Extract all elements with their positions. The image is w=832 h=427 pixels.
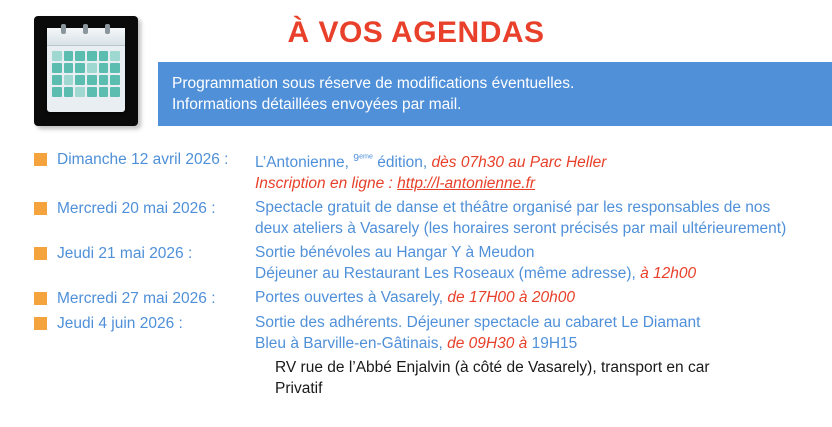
list-item — [0, 148, 832, 194]
agenda-date: Mercredi 20 mai 2026 : — [57, 200, 216, 218]
agenda-note — [275, 357, 832, 399]
notice-banner — [158, 62, 832, 126]
agenda-edition-superscript: 9ᵉᵐᵉ — [353, 152, 373, 164]
agenda-registration-link[interactable]: http://l-antonienne.fr — [397, 175, 536, 193]
notice-line-2: Informations détaillées envoyées par mail. — [172, 96, 462, 113]
agenda-highlight: à 12h00 — [640, 265, 697, 283]
agenda-date: Jeudi 4 juin 2026 : — [57, 315, 183, 333]
agenda-highlight: de 09H30 à — [447, 335, 528, 353]
agenda-line-1: Sortie des adhérents. Déjeuner spectacle au cabaret Le Diamant — [255, 314, 701, 332]
agenda-note-line-2: Privatif — [275, 380, 323, 398]
calendar-grid — [47, 46, 125, 102]
agenda-date: Jeudi 21 mai 2026 : — [57, 245, 193, 263]
bullet-icon — [34, 202, 47, 215]
agenda-highlight: de 17H00 à 20h00 — [447, 289, 575, 307]
agenda-date: Dimanche 12 avril 2026 : — [57, 151, 229, 168]
list-item — [0, 287, 832, 309]
bullet-icon — [34, 153, 47, 166]
agenda-note-line-1: RV rue de l’Abbé Enjalvin (à côté de Vasarely), transport en car — [275, 359, 710, 377]
agenda-description — [255, 312, 832, 354]
agenda-text: L’Antonienne, — [255, 154, 354, 172]
bullet-icon — [34, 317, 47, 330]
list-item — [0, 312, 832, 354]
document-header — [0, 0, 832, 140]
agenda-highlight: dès 07h30 au Parc Heller — [431, 154, 607, 172]
page-title: À VOS AGENDAS — [287, 16, 545, 49]
agenda-line-1: Sortie bénévoles au Hangar Y à Meudon — [255, 244, 535, 262]
agenda-description: Spectacle gratuit de danse et théâtre organisé par les responsables de nos deux ateliers à Vasarely (les horaires seront précisés par mail ultérieurement) — [255, 199, 787, 238]
agenda-description — [255, 287, 832, 308]
agenda-list — [0, 148, 832, 399]
agenda-text: Portes ouvertes à Vasarely, — [255, 289, 448, 307]
agenda-text-2: édition, — [372, 154, 432, 172]
bullet-icon — [34, 292, 47, 305]
agenda-end-time: 19H15 — [527, 335, 578, 353]
list-item — [0, 197, 832, 239]
agenda-line-2: Déjeuner au Restaurant Les Roseaux (même adresse), — [255, 265, 641, 283]
agenda-description — [255, 242, 832, 284]
notice-line-1: Programmation sous réserve de modifications éventuelles. — [172, 75, 575, 92]
list-item — [0, 242, 832, 284]
agenda-line-2: Bleu à Barville-en-Gâtinais, — [255, 335, 448, 353]
agenda-date: Mercredi 27 mai 2026 : — [57, 290, 216, 308]
agenda-registration-label: Inscription en ligne : — [255, 175, 398, 193]
agenda-description — [255, 148, 832, 194]
bullet-icon — [34, 247, 47, 260]
